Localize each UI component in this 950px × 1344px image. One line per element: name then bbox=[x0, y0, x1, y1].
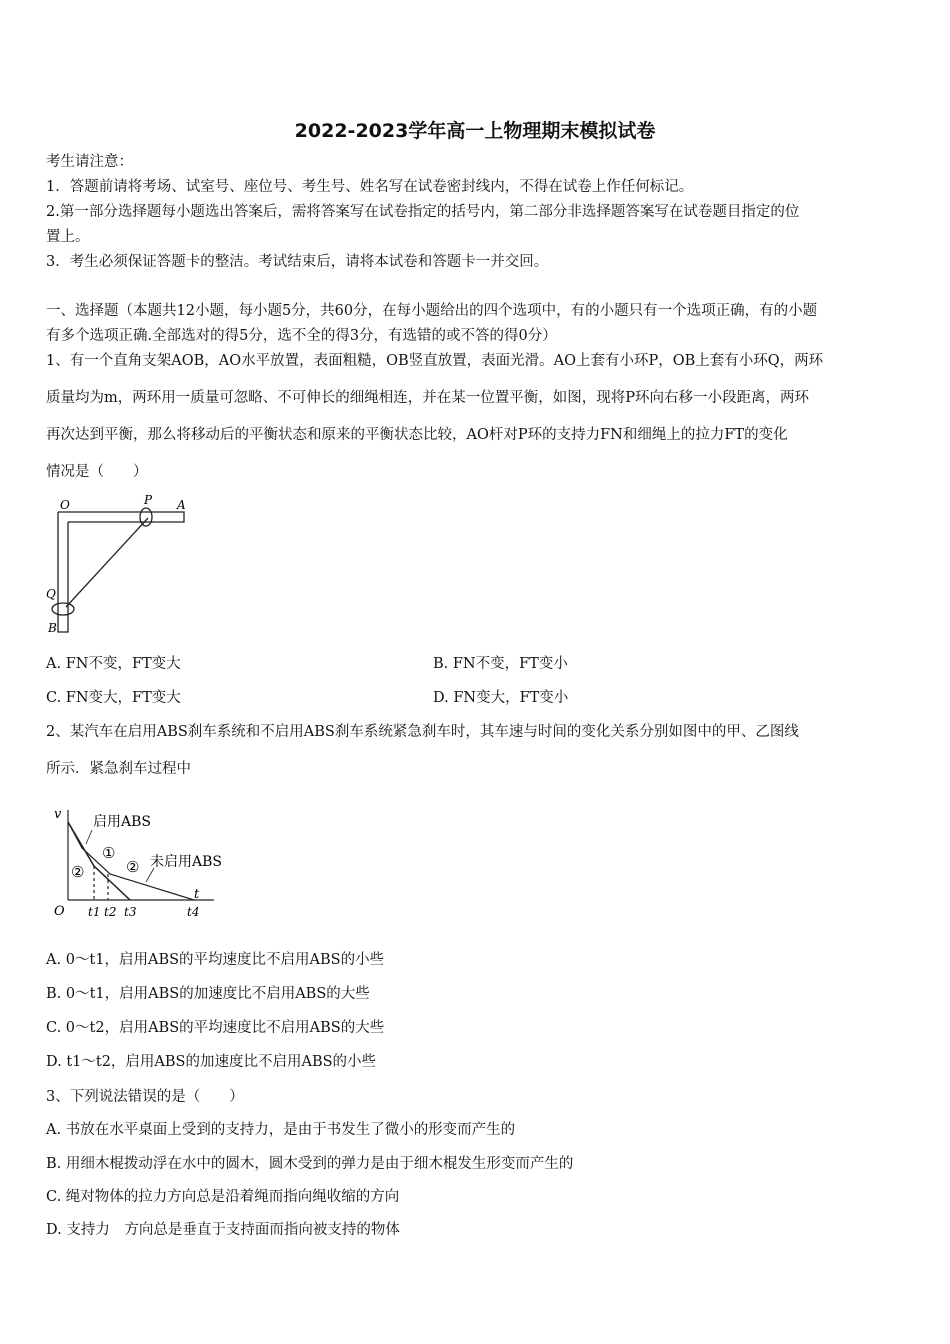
label-a: A bbox=[177, 498, 186, 512]
q2-figure bbox=[46, 800, 256, 925]
q1-stem-line3: 再次达到平衡，那么将移动后的平衡状态和原来的平衡状态比较，AO杆对P环的支持力FN和细绳上的拉力FT的变化 bbox=[46, 427, 788, 443]
q1-option-a: A. FN不变，FT变大 bbox=[46, 656, 181, 672]
circle-label-2a: ② bbox=[71, 863, 85, 881]
q1-stem-line4: 情况是（ ） bbox=[46, 464, 148, 480]
q1-option-d: D. FN变大，FT变小 bbox=[433, 690, 569, 706]
circle-label-1: ① bbox=[102, 844, 116, 862]
q3-option-b: B. 用细木棍拨动浮在水中的圆木，圆木受到的弹力是由于细木棍发生形变而产生的 bbox=[46, 1156, 574, 1172]
tick-t3: t3 bbox=[124, 905, 137, 919]
notice-item-2-cont: 置上。 bbox=[46, 229, 90, 245]
q3-option-a: A. 书放在水平桌面上受到的支持力，是由于书发生了微小的形变而产生的 bbox=[46, 1122, 516, 1138]
q2-option-b: B. 0～t1，启用ABS的加速度比不启用ABS的大些 bbox=[46, 986, 370, 1002]
notice-item-3: 3．考生必须保证答题卡的整洁。考试结束后，请将本试卷和答题卡一并交回。 bbox=[46, 254, 549, 270]
label-q: Q bbox=[46, 587, 56, 601]
axis-v: v bbox=[54, 807, 62, 822]
notice-item-2: 2.第一部分选择题每小题选出答案后，需将答案写在试卷指定的括号内，第二部分非选择题答案写在试卷题目指定的位 bbox=[46, 204, 800, 220]
label-abs-on: 启用ABS bbox=[93, 814, 151, 830]
q1-figure bbox=[40, 492, 200, 637]
q2-stem-line1: 2、某汽车在启用ABS刹车系统和不启用ABS刹车系统紧急刹车时，其车速与时间的变化关系分别如图中的甲、乙图线 bbox=[46, 724, 799, 740]
q2-option-c: C. 0～t2，启用ABS的平均速度比不启用ABS的大些 bbox=[46, 1020, 385, 1036]
tick-t1: t1 bbox=[88, 905, 101, 919]
label-o: O bbox=[60, 498, 70, 512]
q1-option-c: C. FN变大，FT变大 bbox=[46, 690, 181, 706]
circle-label-2b: ② bbox=[126, 858, 140, 876]
q3-option-c: C. 绳对物体的拉力方向总是沿着绳而指向绳收缩的方向 bbox=[46, 1189, 400, 1205]
label-abs-off: 未启用ABS bbox=[150, 854, 222, 870]
section-heading-line1: 一、选择题（本题共12小题，每小题5分，共60分，在每小题给出的四个选项中，有的小题只有一个选项正确，有的小题 bbox=[46, 303, 818, 319]
label-b: B bbox=[48, 621, 57, 635]
notice-item-1: 1．答题前请将考场、试室号、座位号、考生号、姓名写在试卷密封线内，不得在试卷上作任何标记。 bbox=[46, 179, 694, 195]
q2-stem-line2: 所示．紧急刹车过程中 bbox=[46, 761, 191, 777]
axis-origin: O bbox=[54, 904, 65, 919]
section-heading-line2: 有多个选项正确.全部选对的得5分，选不全的得3分，有选错的或不答的得0分） bbox=[46, 328, 557, 344]
q1-stem-line2: 质量均为m，两环用一质量可忽略、不可伸长的细绳相连，并在某一位置平衡，如图，现将P环向右移一小段距离，两环 bbox=[46, 390, 810, 406]
q1-option-b: B. FN不变，FT变小 bbox=[433, 656, 568, 672]
tick-t4: t4 bbox=[187, 905, 200, 919]
tick-t2: t2 bbox=[104, 905, 117, 919]
notice-heading: 考生请注意： bbox=[46, 154, 133, 170]
q3-stem: 3、下列说法错误的是（ ） bbox=[46, 1089, 244, 1105]
q2-option-d: D. t1～t2，启用ABS的加速度比不启用ABS的小些 bbox=[46, 1054, 377, 1070]
q1-stem-line1: 1、有一个直角支架AOB，AO水平放置，表面粗糙，OB竖直放置，表面光滑。AO上套有小环P，OB上套有小环Q，两环 bbox=[46, 353, 824, 369]
axis-t: t bbox=[194, 887, 200, 902]
q3-option-d: D. 支持力 方向总是垂直于支持面而指向被支持的物体 bbox=[46, 1222, 400, 1238]
q2-option-a: A. 0～t1，启用ABS的平均速度比不启用ABS的小些 bbox=[46, 952, 385, 968]
label-p: P bbox=[144, 493, 153, 507]
page-title: 2022-2023学年高一上物理期末模拟试卷 bbox=[294, 120, 656, 142]
